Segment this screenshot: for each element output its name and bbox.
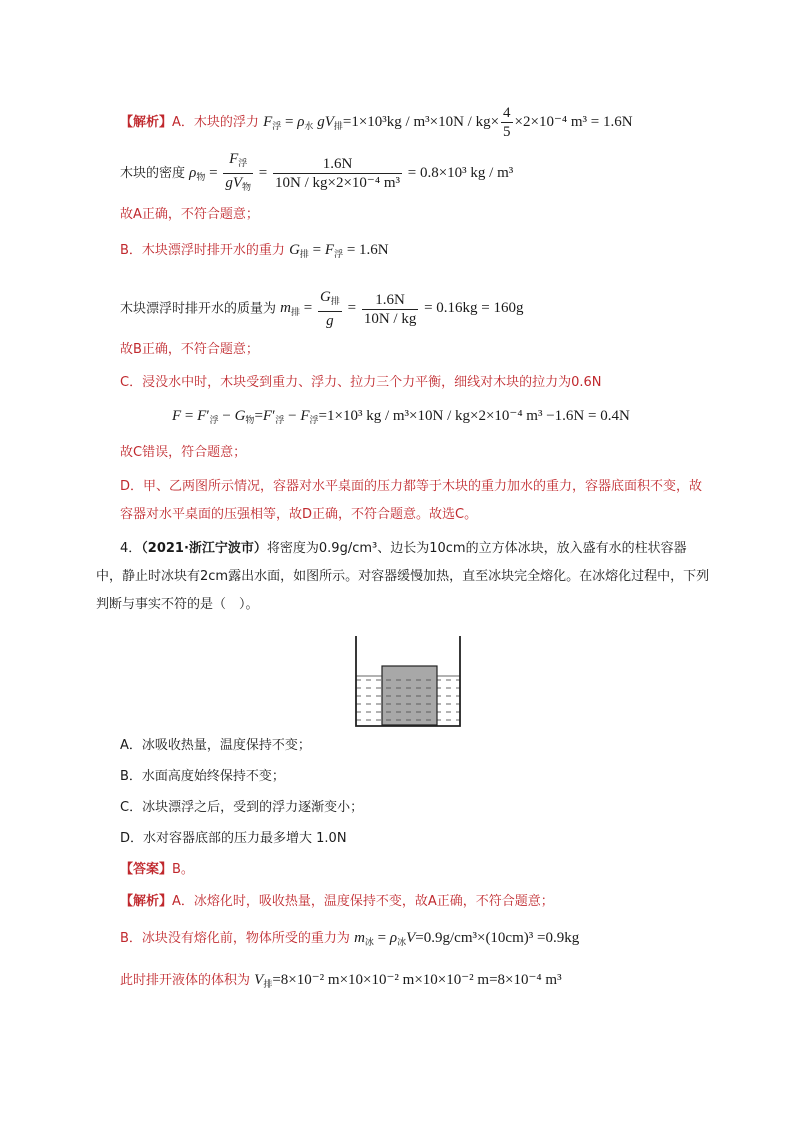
c-line1: C．浸没水中时，木块受到重力、浮力、拉力三个力平衡，细线对木块的拉力为0.6N (120, 375, 602, 390)
analysis-tag: 【解析】 (120, 114, 173, 130)
b-line1: B．木块漂浮时排开水的重力 $G_排 = F_浮 = 1.6N$ (120, 242, 389, 260)
question-4: 4．（2021·浙江宁波市）将密度为0.9g/cm³、边长为10cm的立方体冰块，放入盛有水的柱状容器中，静止时冰块有2cm露出水面，如图所示。对容器缓慢加热，直至冰块完全熔化。在冰熔化过程中，下列判断与事实不符的是（ ）。 (96, 541, 710, 612)
b-line2: 木块漂浮时排开水的质量为 $m_排$ = $\frac{G_排}{g}$ = $\frac{1.6N}{10N / kg}$ = 0.16kg = 160g (120, 289, 524, 329)
conclusion-a: 故A正确，不符合题意； (120, 207, 259, 222)
formula-buoyancy: $F_浮 = \rho_水$ $gV_排=1\times 10^3kg / m^3\times 10N / kg\times$ $\frac{4}{5}$ ×2×10⁻⁴ m³ = 1.6N (263, 105, 633, 140)
d-text: D．甲、乙两图所示情况，容器对水平桌面的压力都等于木块的重力加水的重力，容器底面积不变，故容器对水平桌面的压强相等，故D正确，不符合题意。故选C。 (120, 479, 703, 522)
formula-density: $\rho_物$ = $\frac{F_浮}{gV_物}$ = $\frac{1.6N}{\text{10N / kg×2×10⁻⁴ m³}}$ = 0.8×10³ kg / m³ (189, 151, 514, 193)
container-figure (354, 636, 462, 728)
question-source: （2021·浙江宁波市） (141, 541, 267, 556)
option-c: C．冰块漂浮之后，受到的浮力逐渐变小； (120, 800, 364, 815)
conclusion-c: 故C错误，符合题意； (120, 445, 247, 460)
q4-analysis-a: 【解析】A．冰熔化时，吸收热量，温度保持不变，故A正确，不符合题意； (120, 894, 554, 909)
conclusion-b: 故B正确，不符合题意； (120, 342, 259, 357)
q4-analysis-b: B．冰块没有熔化前，物体所受的重力为 $m_冰 = \rho_冰V=0.9g/cm^3\times(10cm)^3 =0.9kg$ (120, 930, 580, 948)
q4-analysis-volume: 此时排开液体的体积为 $V_排=8\times 10^{-2}$ m×10×10⁻² m×10×10⁻² m=8×10⁻⁴ m³ (120, 972, 562, 990)
fraction: $\frac{4}{5}$ (503, 105, 511, 140)
question-stem: 将密度为0.9g/cm³、边长为10cm的立方体冰块，放入盛有水的柱状容器中，静止时冰块有2cm露出水面，如图所示。对容器缓慢加热，直至冰块完全熔化。在冰熔化过程中，下列判断与事实不符的是（ ）。 (96, 541, 710, 612)
option-b: B．水面高度始终保持不变； (120, 769, 285, 784)
analysis-line-a: 【解析】A．木块的浮力 $F_浮 = \rho_水$ $gV_排=1\times 10^3kg / m^3\times 10N / kg\times$ $\frac{4}{5}$ ×2×10⁻⁴ m³ = 1.6N (120, 105, 633, 140)
option-a: A．冰吸收热量，温度保持不变； (120, 738, 311, 753)
answer-line: 【答案】B。 (120, 862, 194, 877)
density-line: 木块的密度 $\rho_物$ = $\frac{F_浮}{gV_物}$ = $\frac{1.6N}{\text{10N / kg×2×10⁻⁴ m³}}$ = 0.8×10³ kg / m³ (120, 151, 514, 193)
option-d: D．水对容器底部的压力最多增大 1.0N (120, 831, 347, 846)
c-formula: $F = F'_浮 - G_物=F'_浮 - F_浮=1\times 10^3$ kg / m³×10N / kg×2×10⁻⁴ m³ −1.6N = 0.4N (172, 408, 630, 426)
